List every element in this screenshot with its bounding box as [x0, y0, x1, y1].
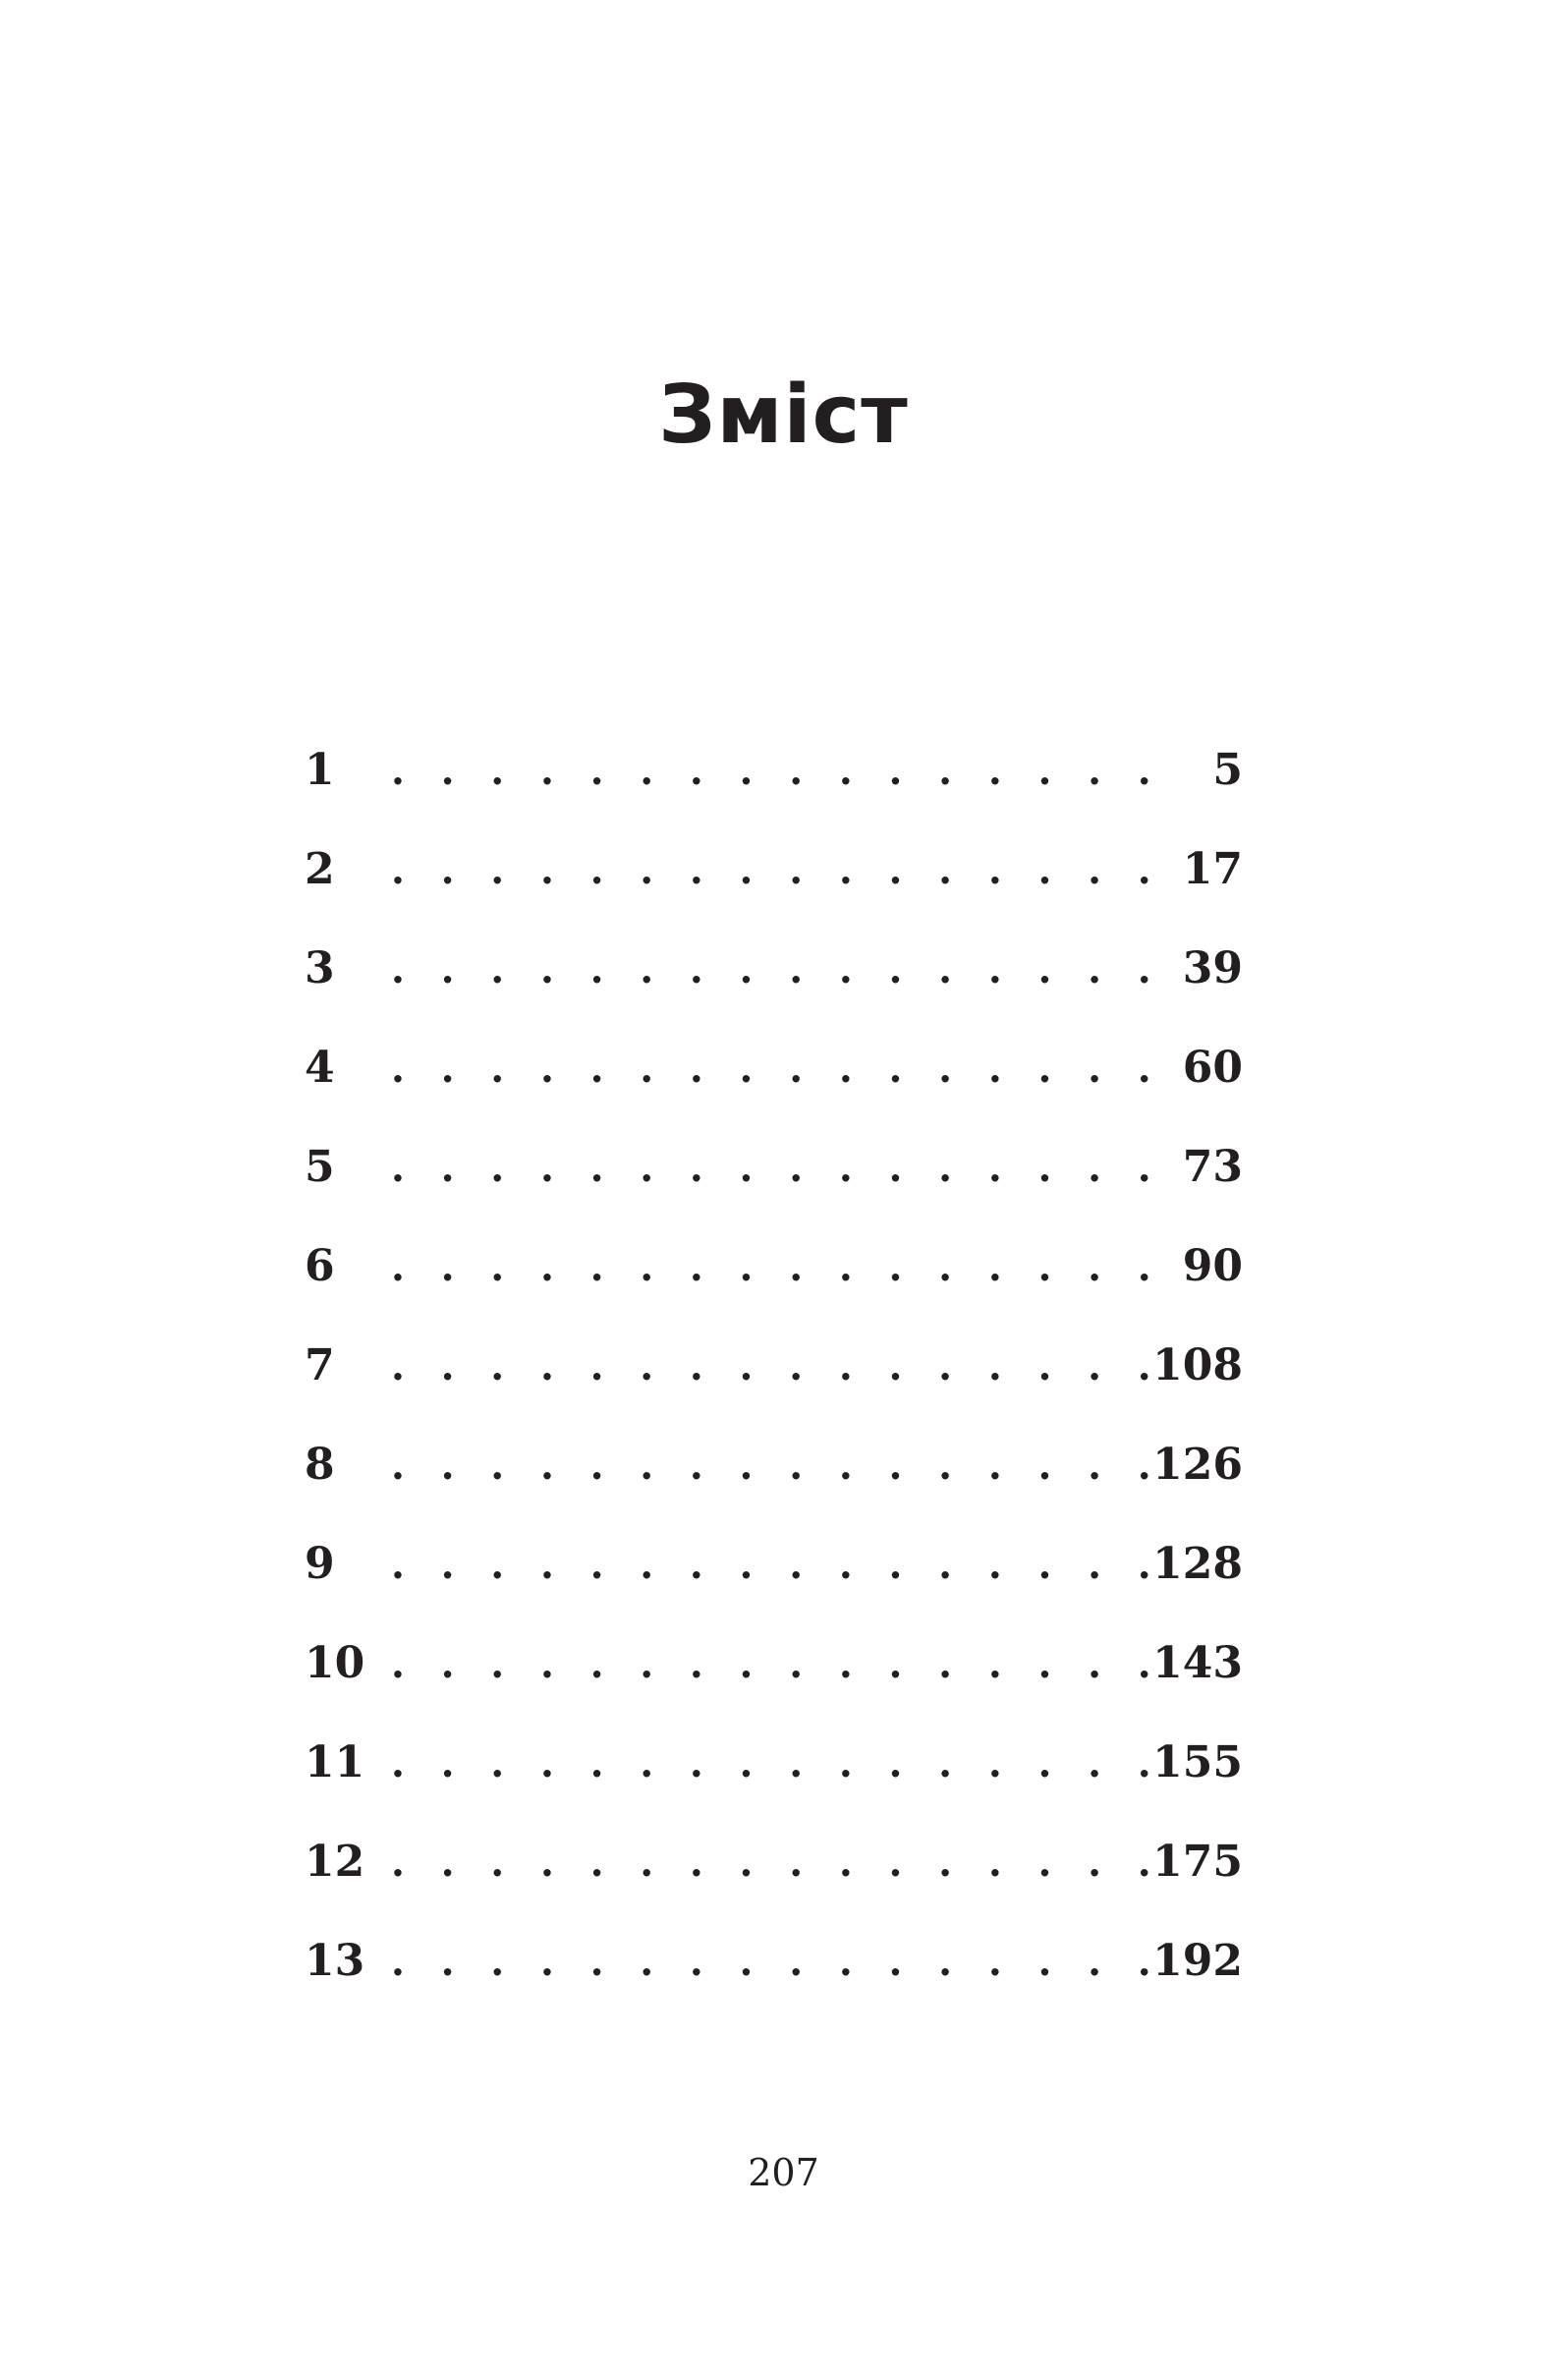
toc-entry: [305, 745, 1243, 848]
toc-entry: [305, 1737, 1243, 1841]
toc-entry: [305, 844, 1243, 947]
toc-dot-leader: [391, 947, 1183, 991]
toc-page-number: 5: [1212, 745, 1243, 795]
toc-dot-leader: [391, 848, 1183, 891]
toc-page-number: 175: [1152, 1837, 1243, 1887]
toc-chapter-number: 6: [305, 1241, 335, 1291]
toc-entry: [305, 1936, 1243, 2039]
toc-dot-leader: [391, 1245, 1183, 1288]
toc-chapter-number: 8: [305, 1440, 335, 1490]
toc-entry: [305, 1837, 1243, 1940]
toc-entry: [305, 1043, 1243, 1146]
toc-chapter-number: 9: [305, 1539, 335, 1589]
toc-page-number: 17: [1182, 844, 1243, 894]
toc-page-number: 73: [1182, 1142, 1243, 1192]
toc-dot-leader: [391, 1741, 1152, 1785]
toc-page-number: 126: [1152, 1440, 1243, 1490]
toc-entry: [305, 1440, 1243, 1543]
toc-chapter-number: 3: [305, 943, 335, 993]
toc-dot-leader: [391, 1940, 1152, 1983]
toc-dot-leader: [391, 1543, 1152, 1586]
toc-entry: [305, 943, 1243, 1047]
toc-chapter-number: 2: [305, 844, 335, 894]
toc-chapter-number: 7: [305, 1340, 335, 1390]
toc-entry: [305, 1142, 1243, 1245]
page-footer-number: 207: [748, 2151, 819, 2194]
toc-entry: [305, 1340, 1243, 1444]
toc-chapter-number: 5: [305, 1142, 335, 1192]
toc-dot-leader: [391, 1841, 1152, 1884]
toc-chapter-number: 11: [305, 1737, 365, 1787]
toc-page-number: 143: [1152, 1638, 1243, 1688]
toc-page-number: 90: [1182, 1241, 1243, 1291]
toc-dot-leader: [391, 1047, 1183, 1090]
toc-chapter-number: 4: [305, 1043, 335, 1093]
toc-chapter-number: 13: [305, 1936, 365, 1986]
toc-chapter-number: 1: [305, 745, 335, 795]
toc-page-number: 192: [1152, 1936, 1243, 1986]
toc-chapter-number: 12: [305, 1837, 365, 1887]
page-title: Зміст: [658, 368, 909, 462]
toc-page-number: 128: [1152, 1539, 1243, 1589]
toc-entry: [305, 1638, 1243, 1741]
table-of-contents: [305, 745, 1243, 2039]
toc-dot-leader: [391, 1344, 1152, 1388]
toc-page-number: 108: [1152, 1340, 1243, 1390]
toc-page-number: 39: [1182, 943, 1243, 993]
toc-entry: [305, 1241, 1243, 1344]
toc-dot-leader: [391, 749, 1184, 792]
toc-page-number: 155: [1152, 1737, 1243, 1787]
toc-dot-leader: [391, 1146, 1183, 1189]
toc-dot-leader: [391, 1444, 1152, 1487]
toc-chapter-number: 10: [305, 1638, 365, 1688]
toc-page-number: 60: [1182, 1043, 1243, 1093]
toc-entry: [305, 1539, 1243, 1642]
toc-dot-leader: [391, 1642, 1152, 1685]
